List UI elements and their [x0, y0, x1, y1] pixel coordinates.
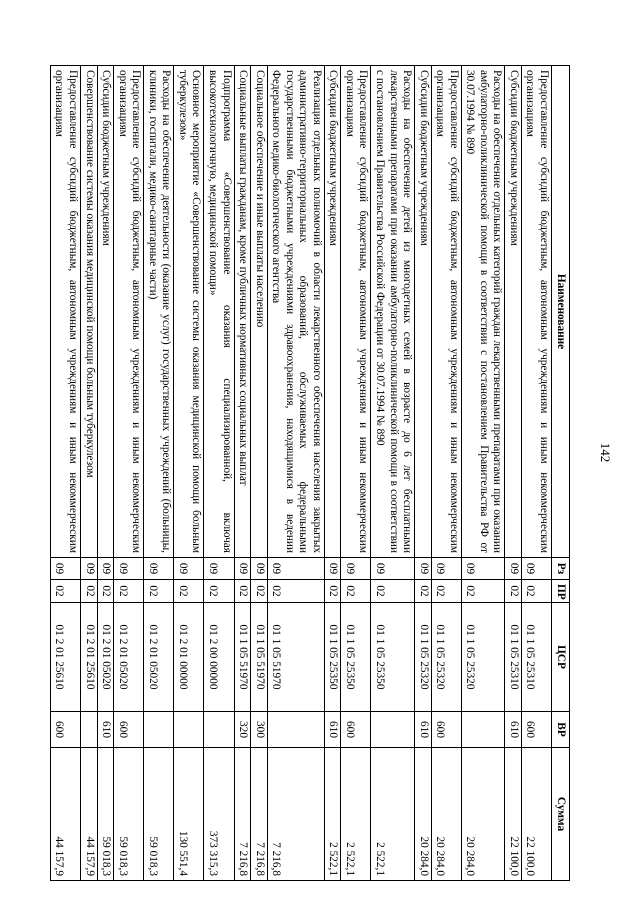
row-csr: 01 1 05 51970 — [267, 603, 324, 712]
table-row — [97, 66, 114, 881]
header-vr: ВР — [552, 712, 570, 748]
row-sum: 44 157,9 — [50, 748, 80, 881]
row-rz: 09 — [50, 558, 80, 580]
row-sum: 22 100,0 — [505, 748, 522, 881]
row-csr: 01 2 01 25610 — [81, 603, 98, 712]
table-row — [324, 66, 341, 881]
row-rz: 09 — [114, 558, 144, 580]
table-row — [461, 66, 505, 881]
row-csr: 01 2 01 05020 — [114, 603, 144, 712]
table-row — [341, 66, 371, 881]
row-csr: 01 2 00 00000 — [204, 603, 234, 712]
row-pr: 02 — [324, 580, 341, 603]
row-vr — [267, 712, 324, 748]
table-row — [371, 66, 415, 881]
row-sum: 20 284,0 — [461, 748, 505, 881]
row-pr: 02 — [144, 580, 174, 603]
table-row — [505, 66, 522, 881]
row-vr: 600 — [50, 712, 80, 748]
row-rz: 09 — [144, 558, 174, 580]
row-sum: 130 551,4 — [174, 748, 204, 881]
row-csr: 01 1 05 25310 — [521, 603, 551, 712]
row-sum: 20 284,0 — [431, 748, 461, 881]
row-pr: 02 — [81, 580, 98, 603]
row-csr: 01 1 05 25320 — [431, 603, 461, 712]
table-row — [204, 66, 234, 881]
header-pr: ПР — [552, 580, 570, 603]
row-vr — [81, 712, 98, 748]
header-csr: ЦСР — [552, 603, 570, 712]
row-csr: 01 1 05 25350 — [371, 603, 415, 712]
row-sum: 59 018,3 — [114, 748, 144, 881]
row-name: Предоставление субсидий бюджетным, автономным учреждениям и иным некоммерческим организациям — [431, 66, 461, 558]
table-body — [50, 66, 551, 881]
row-pr: 02 — [415, 580, 432, 603]
row-rz: 09 — [251, 558, 268, 580]
table-row — [234, 66, 251, 881]
row-sum: 20 284,0 — [415, 748, 432, 881]
table-row — [81, 66, 98, 881]
row-rz: 09 — [324, 558, 341, 580]
row-vr — [204, 712, 234, 748]
row-vr: 610 — [415, 712, 432, 748]
row-csr: 01 2 01 00000 — [174, 603, 204, 712]
row-rz: 09 — [204, 558, 234, 580]
row-name: Субсидии бюджетным учреждениям — [324, 66, 341, 558]
table-row — [415, 66, 432, 881]
table-row — [267, 66, 324, 881]
row-name: Субсидии бюджетным учреждениям — [505, 66, 522, 558]
row-csr: 01 1 05 25320 — [461, 603, 505, 712]
table-row — [114, 66, 144, 881]
row-name: Субсидии бюджетным учреждениям — [97, 66, 114, 558]
row-name: Социальные выплаты гражданам, кроме публичных нормативных социальных выплат — [234, 66, 251, 558]
row-pr: 02 — [50, 580, 80, 603]
row-rz: 09 — [267, 558, 324, 580]
row-sum: 44 157,9 — [81, 748, 98, 881]
row-csr: 01 2 01 05020 — [144, 603, 174, 712]
row-name: Субсидии бюджетным учреждениям — [415, 66, 432, 558]
row-pr: 02 — [97, 580, 114, 603]
row-sum: 2 522,1 — [371, 748, 415, 881]
table-row — [174, 66, 204, 881]
row-sum: 373 315,3 — [204, 748, 234, 881]
table-row — [521, 66, 551, 881]
row-pr: 02 — [371, 580, 415, 603]
row-name: Социальное обеспечение и иные выплаты населению — [251, 66, 268, 558]
row-name: Расходы на обеспечение деятельности (оказание услуг) государственных учреждений (больницы, клиники, госпитали, медико-санитарные части) — [144, 66, 174, 558]
row-vr: 600 — [114, 712, 144, 748]
row-rz: 09 — [81, 558, 98, 580]
row-vr: 600 — [341, 712, 371, 748]
row-pr: 02 — [114, 580, 144, 603]
row-vr: 320 — [234, 712, 251, 748]
row-csr: 01 1 05 51970 — [251, 603, 268, 712]
row-vr — [371, 712, 415, 748]
row-vr — [174, 712, 204, 748]
row-sum: 7 216,8 — [267, 748, 324, 881]
row-name: Предоставление субсидий бюджетным, автономным учреждениям и иным некоммерческим организациям — [114, 66, 144, 558]
row-name: Расходы на обеспечение отдельных категорий граждан лекарственными препаратами при оказании амбулаторно-поликлинической помощи в соответствии с постановлением Правительства РФ от 30.07.1994 № 890 — [461, 66, 505, 558]
row-rz: 09 — [415, 558, 432, 580]
row-vr — [144, 712, 174, 748]
row-pr: 02 — [461, 580, 505, 603]
row-vr: 300 — [251, 712, 268, 748]
header-rz: Рз — [552, 558, 570, 580]
row-pr: 02 — [521, 580, 551, 603]
row-csr: 01 2 01 25610 — [50, 603, 80, 712]
row-name: Предоставление субсидий бюджетным, автономным учреждениям и иным некоммерческим организациям — [521, 66, 551, 558]
row-vr: 600 — [431, 712, 461, 748]
row-csr: 01 1 05 25320 — [415, 603, 432, 712]
row-csr: 01 1 05 25350 — [324, 603, 341, 712]
row-sum: 22 100,0 — [521, 748, 551, 881]
row-rz: 09 — [431, 558, 461, 580]
row-rz: 09 — [174, 558, 204, 580]
row-name: Подпрограмма «Совершенствование оказания специализированной, включая высокотехнологичную, медицинской помощи» — [204, 66, 234, 558]
table-header-row — [552, 66, 570, 881]
row-sum: 59 018,3 — [97, 748, 114, 881]
page-number: 142 — [598, 442, 613, 463]
row-sum: 2 522,1 — [341, 748, 371, 881]
row-name: Совершенствование системы оказания медицинской помощи больным туберкулезом — [81, 66, 98, 558]
row-csr: 01 1 05 25310 — [505, 603, 522, 712]
header-name: Наименование — [552, 66, 570, 558]
budget-table — [50, 65, 570, 881]
row-pr: 02 — [341, 580, 371, 603]
row-pr: 02 — [267, 580, 324, 603]
row-vr: 610 — [324, 712, 341, 748]
row-sum: 7 216,8 — [251, 748, 268, 881]
row-vr: 600 — [521, 712, 551, 748]
row-sum: 2 522,1 — [324, 748, 341, 881]
row-sum: 7 216,8 — [234, 748, 251, 881]
row-rz: 09 — [341, 558, 371, 580]
row-rz: 09 — [521, 558, 551, 580]
row-pr: 02 — [251, 580, 268, 603]
row-vr: 610 — [505, 712, 522, 748]
row-sum: 59 018,3 — [144, 748, 174, 881]
row-pr: 02 — [505, 580, 522, 603]
table-row — [431, 66, 461, 881]
row-rz: 09 — [505, 558, 522, 580]
row-rz: 09 — [371, 558, 415, 580]
table-row — [50, 66, 80, 881]
row-vr: 610 — [97, 712, 114, 748]
row-csr: 01 1 05 51970 — [234, 603, 251, 712]
row-name: Расходы на обеспечение детей из многодетных семей в возрасте до 6 лет бесплатными лекарственными препаратами при оказании амбулаторно-поликлинической помощи в соответствии с постановлением Правительства Российской Федерации от 30.07.1994 № 890 — [371, 66, 415, 558]
row-pr: 02 — [431, 580, 461, 603]
table-row — [144, 66, 174, 881]
row-csr: 01 1 05 25350 — [341, 603, 371, 712]
row-name: Предоставление субсидий бюджетным, автономным учреждениям и иным некоммерческим организациям — [50, 66, 80, 558]
table-row — [251, 66, 268, 881]
row-pr: 02 — [174, 580, 204, 603]
row-rz: 09 — [234, 558, 251, 580]
row-pr: 02 — [234, 580, 251, 603]
row-pr: 02 — [204, 580, 234, 603]
row-name: Основное мероприятие «Совершенствование системы оказания медицинской помощи больным туберкулезом» — [174, 66, 204, 558]
row-rz: 09 — [97, 558, 114, 580]
row-name: Предоставление субсидий бюджетным, автономным учреждениям и иным некоммерческим организациям — [341, 66, 371, 558]
row-csr: 01 2 01 05020 — [97, 603, 114, 712]
row-name: Реализация отдельных полномочий в области лекарственного обеспечения населения закрытых административно-территориальных образований, обслуживаемых федеральными государственными бюджетными учреждениями здравоохранения, находящимися в ведении Федерального медико-биологического агентства — [267, 66, 324, 558]
row-vr — [461, 712, 505, 748]
row-rz: 09 — [461, 558, 505, 580]
header-sum: Сумма — [552, 748, 570, 881]
